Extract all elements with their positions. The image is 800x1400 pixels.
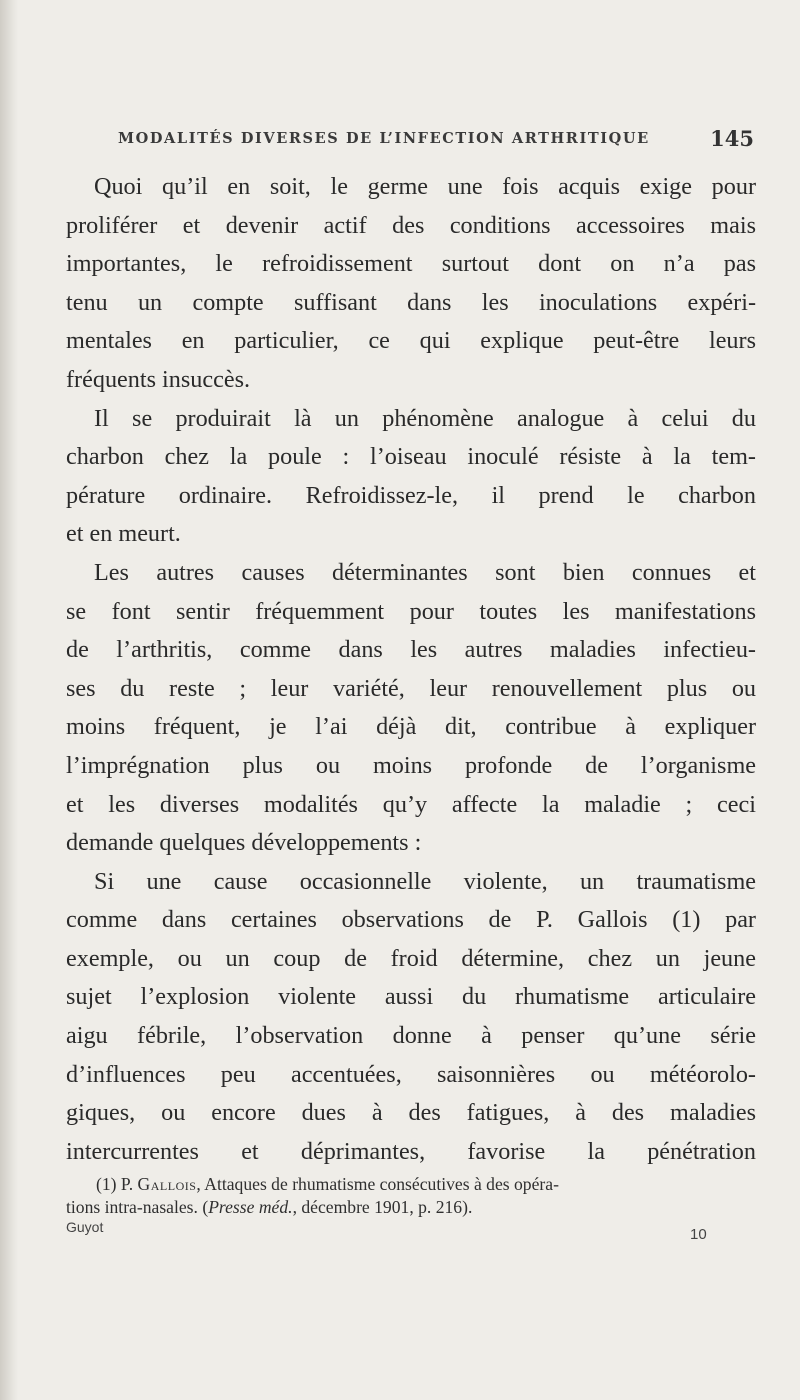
- page-number: 145: [710, 126, 754, 151]
- text-line: d’influences peu accentuées, saisonnières ou météorolo-: [66, 1060, 756, 1088]
- text-line: exemple, ou un coup de froid détermine, chez un jeune: [66, 944, 756, 972]
- binding-gutter: [0, 0, 18, 1400]
- text-line: comme dans certaines observations de P. Gallois (1) par: [66, 906, 756, 934]
- running-header-title: MODALITÉS DIVERSES DE L’INFECTION ARTHRITIQUE: [118, 130, 650, 147]
- text-line: Les autres causes déterminantes sont bien connues et: [94, 558, 756, 586]
- text-line: proliférer et devenir actif des conditions accessoires mais: [66, 211, 756, 239]
- text-line: importantes, le refroidissement surtout dont on n’a pas: [66, 250, 756, 278]
- text-line: giques, ou encore dues à des fatigues, à des maladies: [66, 1099, 756, 1127]
- text-line: charbon chez la poule : l’oiseau inoculé résiste à la tem-: [66, 443, 756, 471]
- footnote: [66, 1173, 756, 1219]
- text-line: sujet l’explosion violente aussi du rhumatisme articulaire: [66, 983, 756, 1011]
- footnote-journal: Presse méd.: [208, 1197, 293, 1217]
- footnote-text: tions intra-nasales. (: [66, 1197, 209, 1217]
- running-header: [118, 126, 754, 156]
- footnote-text: , Attaques de rhumatisme consécutives à des opéra-: [196, 1174, 559, 1194]
- body-text: [66, 168, 756, 1171]
- signature-number: 10: [690, 1226, 707, 1243]
- text-line: aigu fébrile, l’observation donne à penser qu’une série: [66, 1022, 756, 1050]
- footnote-line-2: [66, 1196, 756, 1219]
- text-line: Il se produirait là un phénomène analogue à celui du: [94, 404, 756, 432]
- text-line: l’imprégnation plus ou moins profonde de l’organisme: [66, 751, 756, 779]
- text-line: demande quelques développements :: [66, 829, 422, 857]
- text-line: tenu un compte suffisant dans les inoculations expéri-: [66, 288, 756, 316]
- footnote-text: , décembre 1901, p. 216).: [292, 1197, 473, 1217]
- text-line: pérature ordinaire. Refroidissez-le, il prend le charbon: [66, 481, 756, 509]
- footnote-line-1: [66, 1173, 756, 1196]
- text-line: Si une cause occasionnelle violente, un traumatisme: [94, 867, 756, 895]
- text-line: et les diverses modalités qu’y affecte la maladie ; ceci: [66, 790, 756, 818]
- footnote-author: Gallois: [137, 1174, 197, 1194]
- printer-signature: Guyot: [66, 1219, 104, 1235]
- text-line: Quoi qu’il en soit, le germe une fois acquis exige pour: [94, 173, 756, 200]
- text-line: fréquents insuccès.: [66, 365, 251, 393]
- text-line: moins fréquent, je l’ai déjà dit, contribue à expliquer: [66, 713, 756, 741]
- text-line: mentales en particulier, ce qui explique peut-être leurs: [66, 327, 756, 355]
- text-line: intercurrentes et déprimantes, favorise la pénétration: [66, 1137, 756, 1165]
- text-line: de l’arthritis, comme dans les autres maladies infectieu-: [66, 636, 756, 664]
- text-line: et en meurt.: [66, 520, 181, 548]
- footnote-marker: (1) P.: [96, 1174, 138, 1194]
- text-line: ses du reste ; leur variété, leur renouvellement plus ou: [66, 674, 756, 702]
- text-line: se font sentir fréquemment pour toutes les manifestations: [66, 597, 756, 625]
